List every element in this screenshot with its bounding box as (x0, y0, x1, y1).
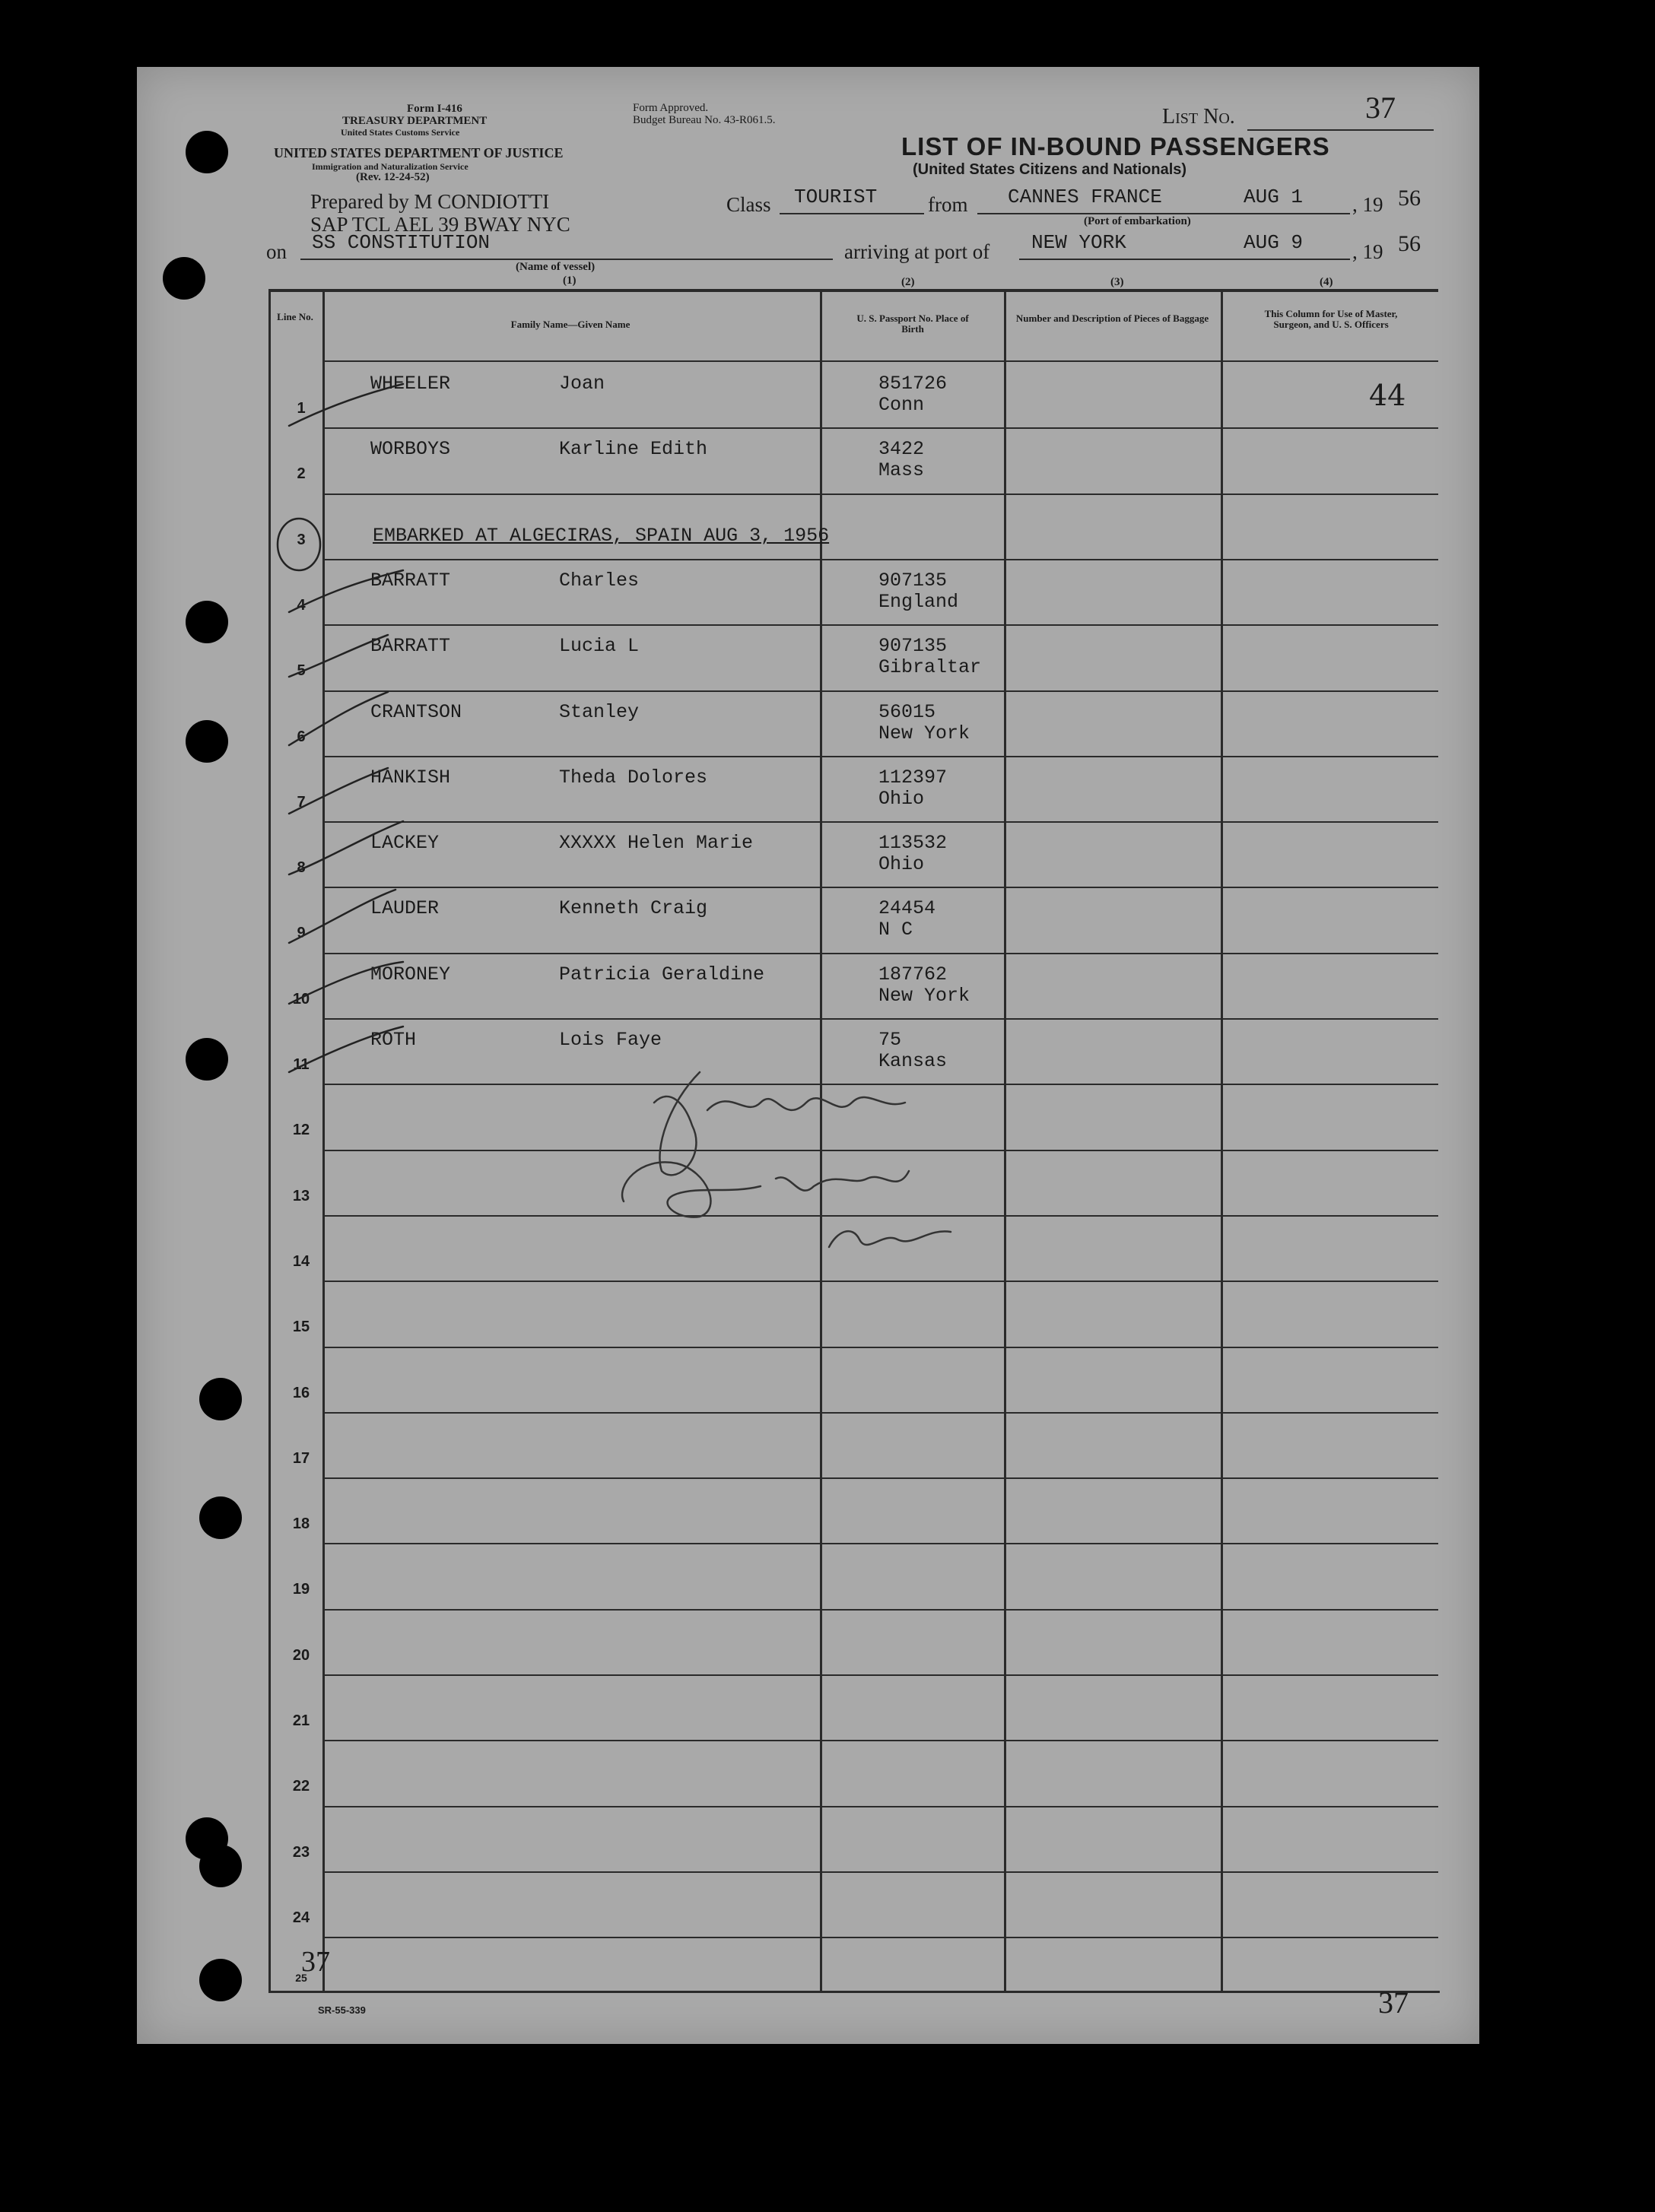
table-top-rule (268, 289, 1438, 292)
embarkation-year-prefix: , 19 (1352, 193, 1383, 216)
header-officers: This Column for Use of Master, Surgeon, and U. S. Officers (1264, 308, 1398, 330)
class-label: Class (726, 193, 771, 216)
arrival-date: AUG 9 (1244, 231, 1304, 254)
family-name: LACKEY (370, 832, 440, 855)
row-rule (325, 427, 1438, 429)
line-number: 7 (297, 793, 306, 811)
embarkation-date: AUG 1 (1244, 186, 1304, 208)
given-name: Lucia L (559, 635, 640, 658)
line-number: 21 (292, 1712, 310, 1729)
row-rule (325, 821, 1438, 823)
place-of-birth: Ohio (878, 853, 925, 876)
line-number: 4 (297, 596, 306, 614)
passport-number: 112397 (878, 766, 948, 789)
row-rule (325, 624, 1438, 626)
header-rule (325, 360, 1438, 362)
family-name: HANKISH (370, 766, 451, 789)
given-name: Stanley (559, 700, 640, 723)
table-left-rule (268, 289, 271, 1992)
form-approved: Form Approved. (633, 102, 709, 114)
row-rule (325, 1937, 1438, 1938)
line-number: 22 (292, 1778, 310, 1795)
row-rule (325, 1412, 1438, 1414)
line-number: 9 (297, 925, 306, 942)
line-number: 8 (297, 859, 306, 877)
header-passport: U. S. Passport No. Place of Birth (856, 313, 969, 335)
justice-dept: UNITED STATES DEPARTMENT OF JUSTICE (274, 145, 564, 160)
line-number: 18 (292, 1515, 310, 1533)
line-number: 11 (293, 1056, 310, 1073)
family-name: ROTH (370, 1029, 417, 1051)
passport-number: 907135 (878, 569, 948, 592)
family-name: LAUDER (370, 897, 440, 920)
arrival-year: 56 (1398, 231, 1421, 256)
punch-hole (186, 1038, 228, 1081)
list-no-underline (1247, 129, 1434, 131)
header-line-no: Line No. (277, 311, 313, 322)
place-of-birth: England (878, 590, 959, 613)
list-no-label: List No. (1162, 105, 1235, 129)
column-number-2: (2) (901, 276, 915, 288)
header-baggage: Number and Description of Pieces of Baggage (1015, 313, 1209, 324)
line-number: 17 (292, 1449, 310, 1467)
row-rule (325, 1477, 1438, 1479)
from-underline (977, 213, 1350, 214)
line-number: 12 (292, 1122, 310, 1139)
baggage-col-rule (1221, 292, 1223, 1992)
line-number: 16 (292, 1384, 310, 1401)
treasury-dept: TREASURY DEPARTMENT (342, 115, 488, 127)
given-name: Joan (559, 373, 605, 395)
given-name: Theda Dolores (559, 766, 708, 789)
punch-hole (199, 1845, 242, 1887)
row-rule (325, 1674, 1438, 1676)
class-value: TOURIST (794, 186, 878, 208)
row-rule (325, 1806, 1438, 1807)
punch-hole (163, 257, 205, 300)
line-number: 20 (292, 1646, 310, 1664)
family-name: CRANTSON (370, 700, 462, 723)
form-revision: (Rev. 12-24-52) (356, 171, 430, 183)
family-name: WORBOYS (370, 438, 451, 461)
given-name: Patricia Geraldine (559, 963, 765, 985)
passport-number: 3422 (878, 438, 925, 461)
footer-list-no: 37 (1378, 1985, 1409, 2020)
ins-service: Immigration and Naturalization Service (312, 161, 469, 172)
line-number: 13 (292, 1187, 310, 1204)
given-name: Charles (559, 569, 640, 592)
table-bottom-rule (268, 1991, 1440, 1993)
left-margin-list-no: 37 (301, 1946, 330, 1978)
column-number-3: (3) (1110, 276, 1124, 288)
document-title: LIST OF IN-BOUND PASSENGERS (901, 132, 1330, 160)
row-rule (325, 953, 1438, 954)
vessel-caption: (Name of vessel) (516, 261, 596, 273)
line-number: 25 (295, 1972, 307, 1985)
customs-service: United States Customs Service (341, 127, 460, 138)
punch-hole (199, 1496, 242, 1539)
column-number-4: (4) (1320, 276, 1333, 288)
family-name: WHEELER (370, 373, 451, 395)
line-number: 6 (297, 728, 306, 745)
column-number-1: (1) (563, 275, 577, 287)
given-name: XXXXX Helen Marie (559, 832, 754, 855)
given-name: Karline Edith (559, 438, 708, 461)
row-rule (325, 756, 1438, 757)
vessel-name: SS CONSTITUTION (312, 231, 491, 254)
punch-hole (186, 131, 228, 173)
row-rule (325, 559, 1438, 560)
row-rule (325, 1347, 1438, 1348)
line-number: 3 (297, 531, 306, 548)
header-name: Family Name—Given Name (510, 319, 631, 330)
form-id: Form I-416 (407, 103, 462, 115)
arrival-port: NEW YORK (1031, 231, 1126, 254)
row-rule (325, 1543, 1438, 1544)
row-rule (325, 493, 1438, 495)
place-of-birth: Mass (878, 459, 925, 482)
list-no-value: 37 (1365, 90, 1396, 125)
passport-number: 113532 (878, 832, 948, 855)
prepared-by: Prepared by M CONDIOTTI (310, 190, 550, 213)
place-of-birth: New York (878, 722, 970, 744)
punch-hole (186, 601, 228, 643)
line-number: 10 (292, 990, 310, 1008)
place-of-birth: Conn (878, 394, 925, 416)
family-name: BARRATT (370, 635, 451, 658)
given-name: Kenneth Craig (559, 897, 708, 920)
budget-bureau: Budget Bureau No. 43-R061.5. (633, 114, 776, 126)
row-rule (325, 1018, 1438, 1020)
punch-hole (199, 1959, 242, 2001)
prepared-address: SAP TCL AEL 39 BWAY NYC (310, 213, 570, 236)
passport-number: 24454 (878, 897, 936, 920)
arrival-underline (1019, 259, 1350, 260)
line-number: 1 (297, 400, 306, 417)
passport-number: 75 (878, 1029, 902, 1051)
line-number: 19 (292, 1581, 310, 1598)
given-name: Lois Faye (559, 1029, 662, 1051)
family-name: MORONEY (370, 963, 451, 985)
row-rule (325, 1871, 1438, 1873)
place-of-birth: Gibraltar (878, 656, 982, 679)
inspector-signature (608, 1057, 1080, 1285)
family-name: BARRATT (370, 569, 451, 592)
officer-mark: 44 (1369, 379, 1406, 412)
embarkation-year: 56 (1398, 186, 1421, 211)
line-number: 24 (292, 1909, 310, 1926)
document-subtitle: (United States Citizens and Nationals) (913, 161, 1187, 178)
from-label: from (928, 193, 968, 216)
port-embarkation-caption: (Port of embarkation) (1084, 215, 1191, 227)
passport-number: 187762 (878, 963, 948, 985)
embarked-note: EMBARKED AT ALGECIRAS, SPAIN AUG 3, 1956 (373, 525, 830, 547)
place-of-birth: Ohio (878, 787, 925, 810)
punch-hole (199, 1378, 242, 1420)
port-of-embarkation: CANNES FRANCE (1008, 186, 1162, 208)
arrival-year-prefix: , 19 (1352, 240, 1383, 263)
line-number: 15 (292, 1319, 310, 1336)
vessel-underline (300, 259, 833, 260)
place-of-birth: N C (878, 919, 913, 941)
row-rule (325, 887, 1438, 888)
punch-hole (186, 720, 228, 763)
row-rule (325, 1740, 1438, 1741)
line-number: 14 (292, 1252, 310, 1270)
on-label: on (266, 240, 287, 263)
line-number: 23 (292, 1843, 310, 1861)
checkmark-strokes (274, 365, 487, 1087)
passport-number: 907135 (878, 635, 948, 658)
class-underline (780, 213, 924, 214)
line-number: 2 (297, 465, 306, 483)
passport-number: 851726 (878, 373, 948, 395)
arriving-label: arriving at port of (844, 240, 990, 263)
line-number: 5 (297, 662, 306, 680)
form-code: SR-55-339 (318, 2004, 366, 2016)
passport-number: 56015 (878, 700, 936, 723)
row-rule (325, 690, 1438, 692)
place-of-birth: New York (878, 984, 970, 1007)
row-rule (325, 1609, 1438, 1611)
place-of-birth: Kansas (878, 1050, 948, 1072)
